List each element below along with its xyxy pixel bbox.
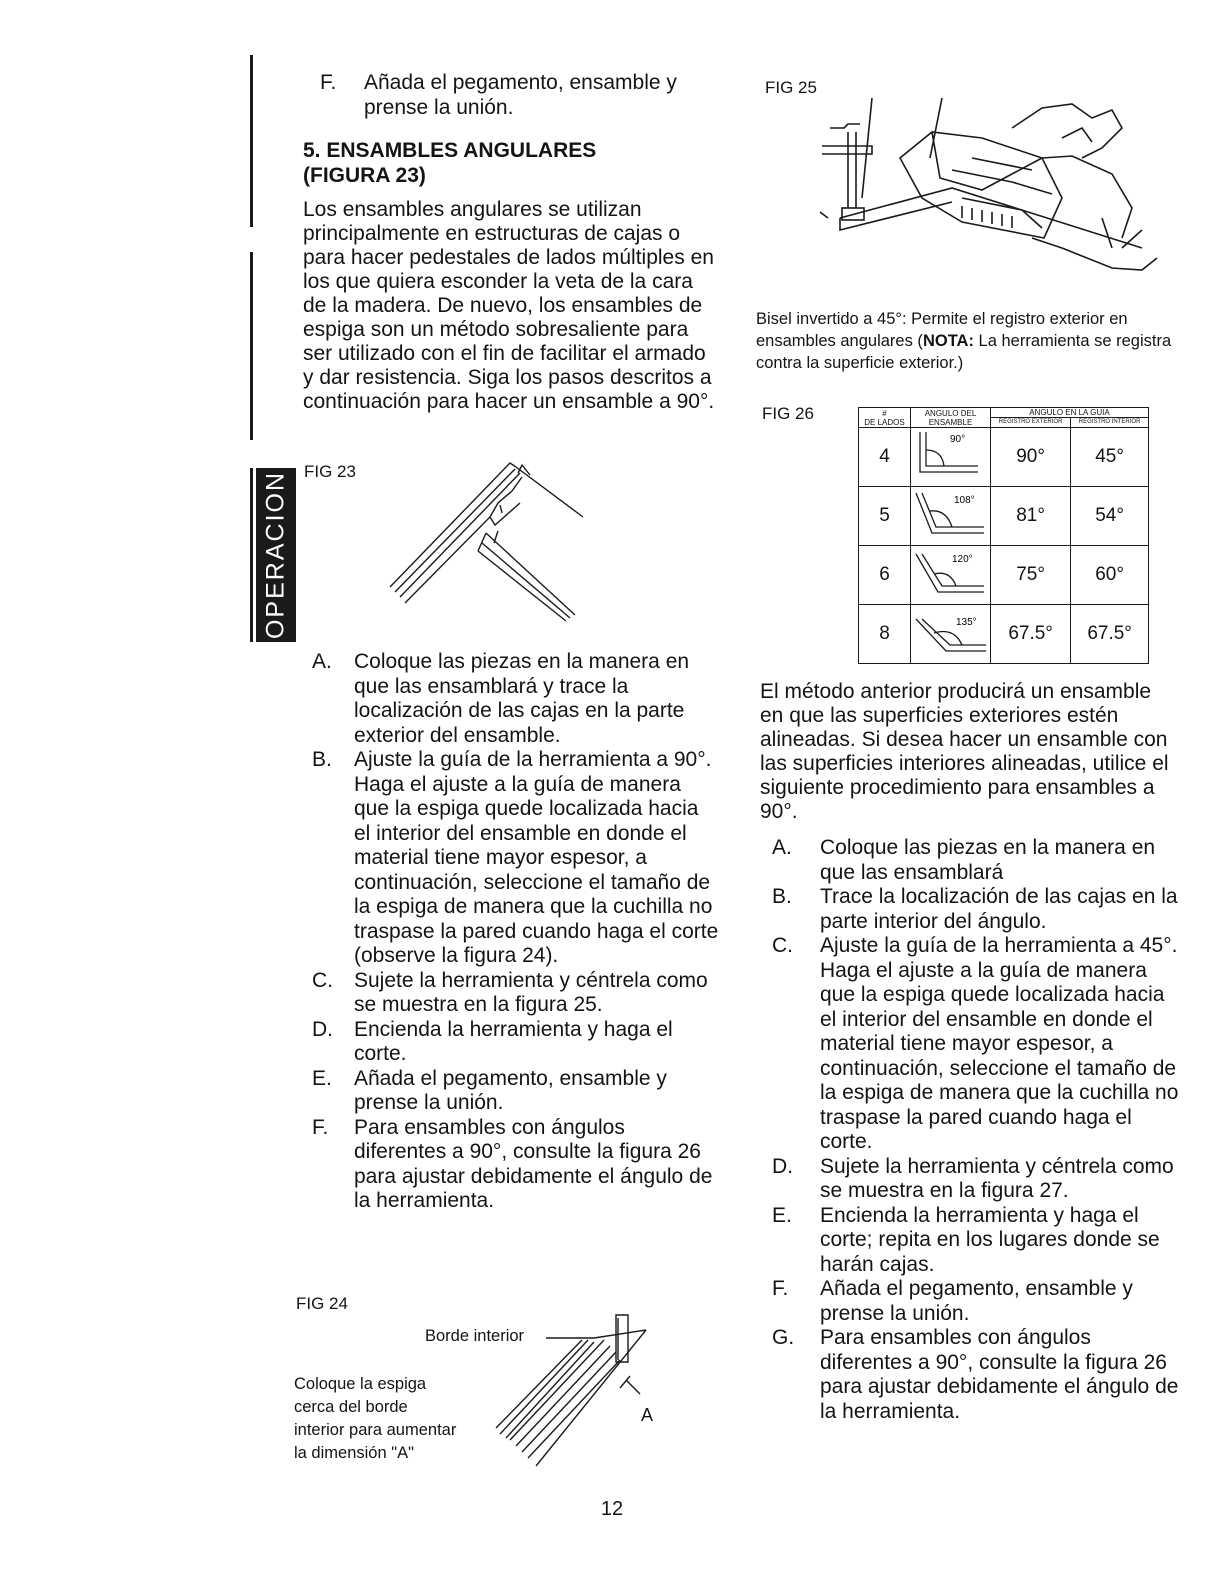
margin-change-bar <box>250 252 253 440</box>
fig25-biscuit-joiner <box>820 98 1157 270</box>
angle-value: 135° <box>955 617 977 628</box>
list-item <box>772 934 1182 1155</box>
header-guide-angle: ANGULO EN LA GUIA <box>991 408 1149 418</box>
fig24-note-line: interior para aumentar <box>294 1421 457 1439</box>
section-heading <box>303 138 723 188</box>
step-text: Para ensambles con ángulos diferentes a 90°, consulte la figura 26 para ajustar debidamente el ángulo de la herramienta. <box>820 1326 1179 1423</box>
caption-prefix: Bisel invertido a 45°: Permite el registro exterior en ensambles angulares ( <box>756 310 1128 350</box>
side-tab-label: OPERACION <box>261 470 290 640</box>
intro-step <box>300 71 720 120</box>
fig24-note-line: cerca del borde <box>294 1398 408 1416</box>
fig24-label: FIG 24 <box>296 1294 348 1313</box>
right-paragraph: El método anterior producirá un ensamble en que las superficies exteriores estén alineadas. Si desea hacer un ensamble con las superficies interiores alineadas, utilice el siguiente procedimiento para ensambles a 90°. <box>760 680 1169 823</box>
margin-change-bar <box>250 55 253 227</box>
angle-value: 108° <box>953 495 975 506</box>
list-item <box>312 650 720 748</box>
fig24-board <box>496 1315 646 1466</box>
list-item <box>312 1116 720 1214</box>
table-row <box>859 428 1149 487</box>
cell-outer: 90° <box>991 428 1071 487</box>
header-text: ENSAMBLE <box>928 417 973 427</box>
cell-sides: 6 <box>859 546 911 605</box>
cell-inner: 45° <box>1071 428 1149 487</box>
list-item <box>772 1277 1182 1326</box>
page-number: 12 <box>600 1498 624 1520</box>
left-column-intro <box>300 71 720 120</box>
caption-note-label: NOTA: <box>922 332 974 350</box>
step-text: Sujete la herramienta y céntrela como se muestra en la figura 25. <box>354 968 708 1016</box>
list-item <box>312 1067 720 1116</box>
step-text: Trace la localización de las cajas en la parte interior del ángulo. <box>820 885 1178 933</box>
section-heading-line1: 5. ENSAMBLES ANGULARES <box>303 139 597 162</box>
fig25-label: FIG 25 <box>765 78 817 97</box>
list-item <box>312 969 720 1018</box>
step-text: Encienda la herramienta y haga el corte. <box>354 1017 673 1065</box>
cell-sides: 5 <box>859 487 911 546</box>
step-text: Añada el pegamento, ensamble y prense la unión. <box>354 1066 667 1114</box>
list-item <box>772 1326 1182 1424</box>
angle-108-icon <box>912 487 990 539</box>
cell-sides: 4 <box>859 428 911 487</box>
angle-135-icon <box>912 605 990 657</box>
list-item <box>772 885 1182 934</box>
cell-inner: 54° <box>1071 487 1149 546</box>
fig24-note-line: Coloque la espiga <box>294 1375 427 1393</box>
header-text: DE LADOS <box>864 417 905 427</box>
step-letter: E. <box>312 1066 332 1090</box>
table-row <box>859 546 1149 605</box>
step-letter: F. <box>772 1277 789 1300</box>
step-text: Coloque las piezas en la manera en que las ensamblará y trace la localización de las cajas en la parte exterior del ensamble. <box>354 650 690 747</box>
header-text: # <box>882 408 887 418</box>
step-letter: D. <box>312 1017 333 1041</box>
step-text: Para ensambles con ángulos diferentes a 90°, consulte la figura 26 para ajustar debidamente el ángulo de la herramienta. <box>354 1115 713 1212</box>
step-letter: E. <box>772 1203 792 1227</box>
fig25-caption <box>756 308 1188 374</box>
angle-120-icon <box>912 546 990 598</box>
step-letter: F. <box>320 71 337 94</box>
list-item <box>312 1018 720 1067</box>
fig24-note-line: la dimensión "A" <box>294 1444 414 1462</box>
step-letter: G. <box>772 1326 795 1349</box>
step-text: Ajuste la guía de la herramienta a 45°. Haga el ajuste a la guía de manera que la espiga quede localizada hacia el interior del ensamble en donde el material tiene mayor espesor, a continuación, seleccione el tamaño de la espiga de manera que la cuchilla no traspase la pared cuando haga el corte. <box>820 934 1179 1153</box>
section-side-tab <box>256 468 296 642</box>
fig23-corner-joint <box>390 463 583 621</box>
fig26-label: FIG 26 <box>762 404 814 423</box>
cell-angle-diagram <box>911 487 991 546</box>
fig24-dimension-label: A <box>641 1405 654 1425</box>
cell-inner: 67.5° <box>1071 605 1149 664</box>
list-item <box>772 836 1182 885</box>
table-header-row <box>859 408 1149 418</box>
step-letter: A. <box>772 836 792 859</box>
section-paragraph: Los ensambles angulares se utilizan principalmente en estructuras de cajas o para hacer pedestales de lados múltiples en los que quiera esconder la veta de la cara de la madera. De nuevo, los ensambles de espiga son un método sobresaliente para ser utilizado con el fin de facilitar el armado y dar resistencia. Siga los pasos descritos a continuación para hacer un ensamble a 90°. <box>303 198 715 413</box>
cell-angle-diagram <box>911 546 991 605</box>
step-text: Sujete la herramienta y céntrela como se muestra en la figura 27. <box>820 1154 1174 1202</box>
fig25-illustration <box>812 98 1162 298</box>
step-text: Añada el pegamento, ensamble y prense la unión. <box>820 1277 1133 1325</box>
cell-outer: 81° <box>991 487 1071 546</box>
step-letter: A. <box>312 650 332 673</box>
list-item <box>772 1155 1182 1204</box>
fig24-edge-label: Borde interior <box>425 1327 525 1345</box>
step-letter: B. <box>312 748 332 771</box>
list-item <box>312 748 720 969</box>
cell-inner: 60° <box>1071 546 1149 605</box>
cell-angle-diagram <box>911 605 991 664</box>
cell-outer: 67.5° <box>991 605 1071 664</box>
cell-angle-diagram <box>911 428 991 487</box>
cell-sides: 8 <box>859 605 911 664</box>
caption-suffix: La herramienta se registra contra la superficie exterior.) <box>756 332 1172 372</box>
cell-outer: 75° <box>991 546 1071 605</box>
fig23-label: FIG 23 <box>304 462 356 481</box>
section-heading-line2: (FIGURA 23) <box>303 164 426 187</box>
step-letter: C. <box>772 934 793 957</box>
step-text: Añada el pegamento, ensamble y prense la unión. <box>364 71 677 119</box>
fig24-illustration <box>470 1310 680 1476</box>
list-item <box>772 1204 1182 1278</box>
header-outer-register: REGISTRO EXTERIOR <box>991 418 1071 428</box>
right-steps-list <box>772 836 1182 1424</box>
step-letter: B. <box>772 885 792 908</box>
step-letter: F. <box>312 1115 329 1139</box>
fig26-angle-table <box>858 407 1149 664</box>
step-text: Encienda la herramienta y haga el corte; repita en los lugares donde se harán cajas. <box>820 1203 1160 1276</box>
step-text: Coloque las piezas en la manera en que las ensamblará <box>820 836 1156 884</box>
header-sides <box>859 408 911 428</box>
table-row <box>859 605 1149 664</box>
step-letter: C. <box>312 968 333 992</box>
step-letter: D. <box>772 1154 793 1178</box>
header-inner-register: REGISTRO INTERIOR <box>1071 418 1149 428</box>
angle-90-icon <box>912 428 990 480</box>
step-text: Ajuste la guía de la herramienta a 90°. Haga el ajuste a la guía de manera que la espiga quede localizada hacia el interior del ensamble en donde el material tiene mayor espesor, a continuación, seleccione el tamaño de la espiga de manera que la cuchilla no traspase la pared cuando haga el corte (observe la figura 24). <box>354 748 719 967</box>
table-row <box>859 487 1149 546</box>
left-steps-list <box>312 650 720 1214</box>
fig23-illustration <box>370 455 600 625</box>
header-joint-angle <box>911 408 991 428</box>
header-text: ANGULO DEL <box>924 408 977 418</box>
margin-change-bar <box>250 468 253 642</box>
angle-value: 120° <box>951 554 973 565</box>
angle-value: 90° <box>949 434 965 445</box>
